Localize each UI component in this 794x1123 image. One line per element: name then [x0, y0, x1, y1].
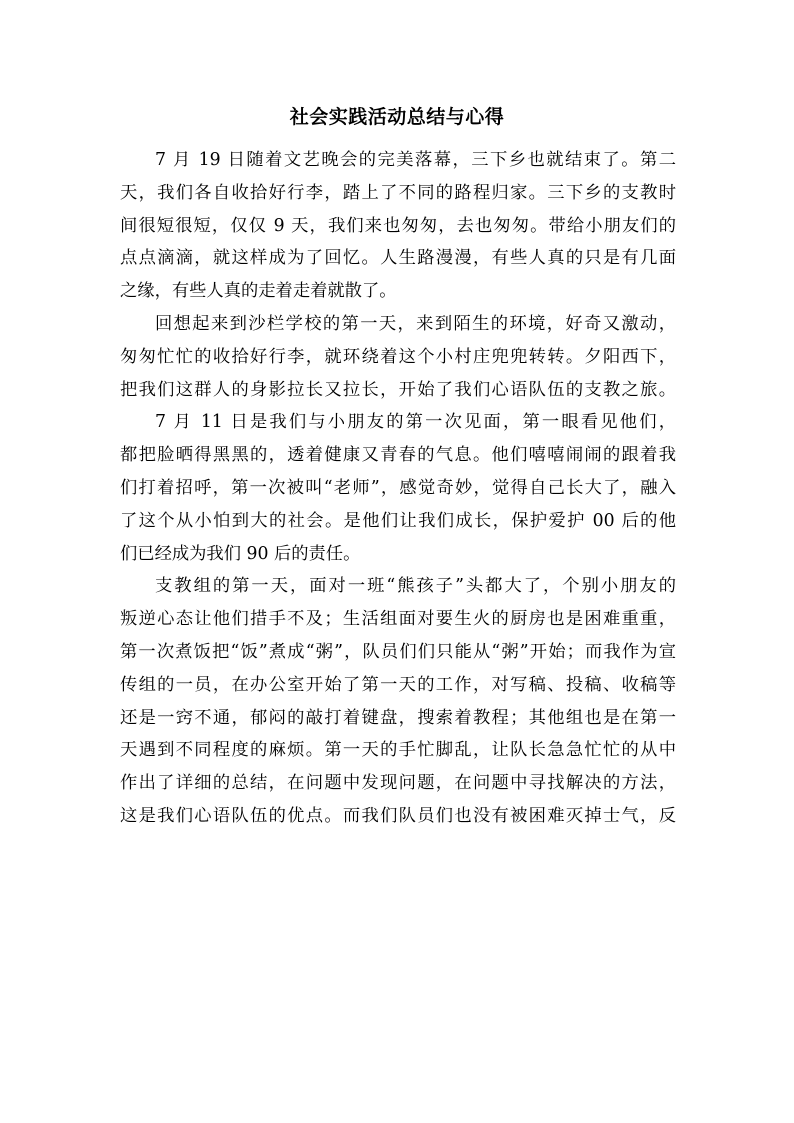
text-line: 匆匆忙忙的收拾好行李，就环绕着这个小村庄兜兜转转。夕阳西下，	[120, 346, 676, 367]
document-title: 社会实践活动总结与心得	[289, 106, 505, 128]
text-line: 支教组的第一天，面对一班“熊孩子”头都大了，个别小朋友的	[155, 576, 676, 597]
text-line: 回想起来到沙栏学校的第一天，来到陌生的环境，好奇又激动，	[155, 313, 676, 334]
text-line: 叛逆心态让他们措手不及；生活组面对要生火的厨房也是困难重重，	[120, 609, 676, 630]
text-line: 作出了详细的总结，在问题中发现问题，在问题中寻找解决的方法，	[120, 773, 676, 794]
text-line: 们打着招呼，第一次被叫“老师”，感觉奇妙，觉得自己长大了，融入	[120, 477, 676, 498]
text-line: 间很短很短，仅仅 9 天，我们来也匆匆，去也匆匆。带给小朋友们的	[120, 215, 676, 236]
text-line: 7 月 11 日是我们与小朋友的第一次见面，第一眼看见他们，	[155, 412, 676, 433]
text-line: 天，我们各自收拾好行李，踏上了不同的路程归家。三下乡的支教时	[120, 182, 676, 203]
text-line: 把我们这群人的身影拉长又拉长，开始了我们心语队伍的支教之旅。	[120, 379, 676, 400]
text-line: 了这个从小怕到大的社会。是他们让我们成长，保护爱护 00 后的他	[120, 510, 676, 531]
text-line: 这是我们心语队伍的优点。而我们队员们也没有被困难灭掉士气，反	[120, 805, 676, 826]
text-line: 第一次煮饭把“饭”煮成“粥”，队员们们只能从“粥”开始；而我作为宣	[120, 641, 676, 662]
text-line: 还是一窍不通，郁闷的敲打着键盘，搜索着教程；其他组也是在第一	[120, 707, 676, 728]
text-line: 之缘，有些人真的走着走着就散了。	[120, 281, 397, 302]
text-line: 们已经成为我们 90 后的责任。	[120, 543, 361, 564]
text-line: 都把脸晒得黑黑的，透着健康又青春的气息。他们嘻嘻闹闹的跟着我	[120, 445, 676, 466]
text-line: 点点滴滴，就这样成为了回忆。人生路漫漫，有些人真的只是有几面	[120, 248, 676, 269]
text-line: 天遇到不同程度的麻烦。第一天的手忙脚乱，让队长急急忙忙的从中	[120, 740, 676, 761]
text-line: 传组的一员，在办公室开始了第一天的工作，对写稿、投稿、收稿等	[120, 674, 676, 695]
text-line: 7 月 19 日随着文艺晚会的完美落幕，三下乡也就结束了。第二	[155, 150, 676, 170]
document-body	[120, 144, 676, 833]
